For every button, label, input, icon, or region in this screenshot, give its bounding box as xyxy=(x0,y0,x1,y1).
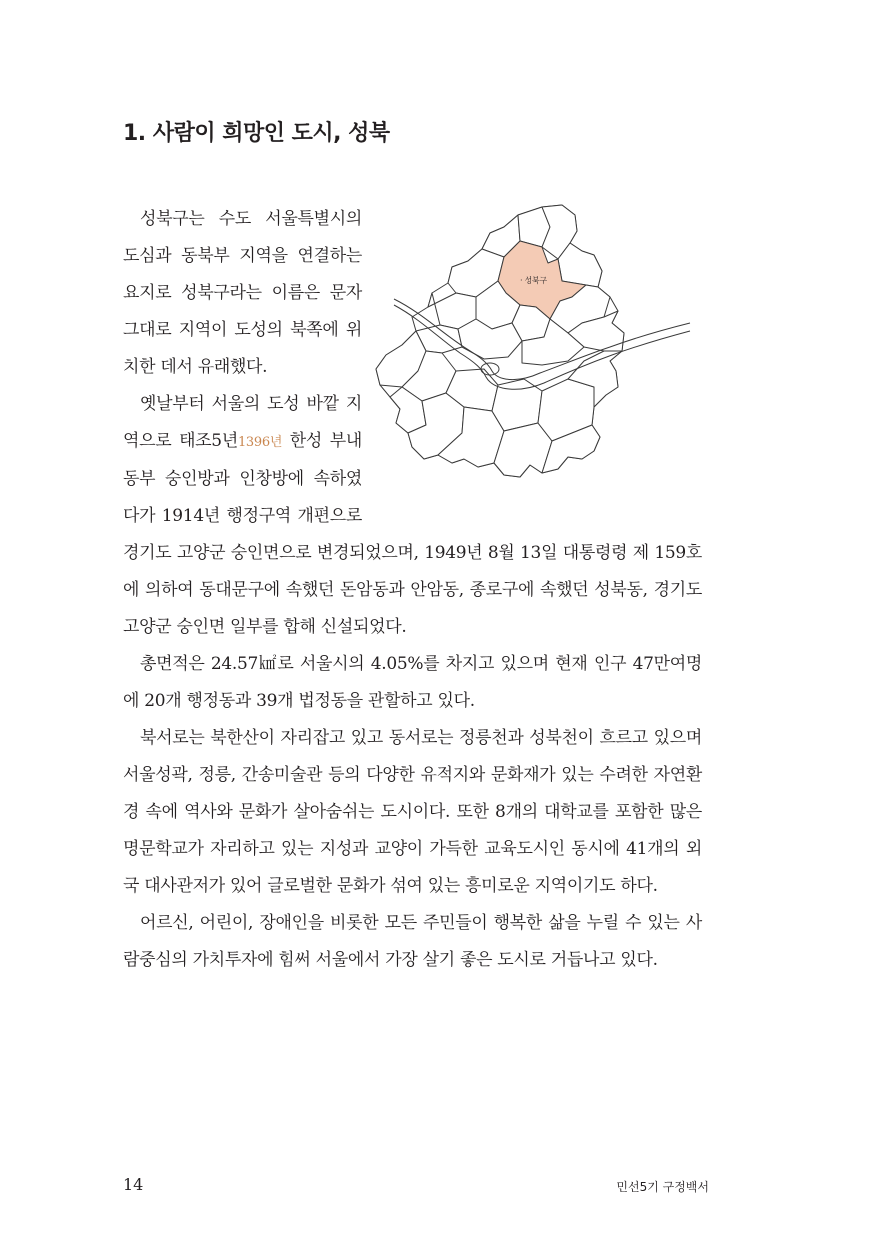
seoul-map-svg xyxy=(372,201,702,501)
page-number: 14 xyxy=(123,1175,144,1194)
map-highlight-label: · 성북구 xyxy=(520,276,547,285)
year-note: 1396년 xyxy=(237,435,283,450)
paragraph-history-text-2: 한성 부내 동부 숭인방과 인창방에 속하였다가 1914년 행정구역 개편으로 경기도 고양군 숭인면으로 변경되었으며, 1949년 8월 13일 대통령령 제 159호에 의하여 동대문구에 속했던 돈암동과 안암동, 종로구에 속했던 성북동, 경기도 고양군 숭인면 일부를 합해 신설되었다. xyxy=(123,431,702,637)
paragraph-culture xyxy=(123,720,702,905)
section-title: 1. 사람이 희망인 도시, 성북 xyxy=(123,121,390,146)
paragraph-culture-text: 북서로는 북한산이 자리잡고 있고 동서로는 정릉천과 성북천이 흐르고 있으며 서울성곽, 정릉, 간송미술관 등의 다양한 유적지와 문화재가 있는 수려한 자연환경 속에 역사와 문화가 살아숨쉬는 도시이다. 또한 8개의 대학교를 포함한 많은 명문학교가 자리하고 있는 지성과 교양이 가득한 교육도시인 동시에 41개의 외국 대사관저가 있어 글로벌한 문화가 섞여 있는 흥미로운 지역이기도 하다. xyxy=(123,728,702,896)
book-title: 민선5기 구정백서 xyxy=(616,1180,709,1194)
paragraph-vision xyxy=(123,905,702,979)
seoul-district-map xyxy=(372,201,702,501)
paragraph-vision-text: 어르신, 어린이, 장애인을 비롯한 모든 주민들이 행복한 삶을 누릴 수 있는 사람중심의 가치투자에 힘써 서울에서 가장 살기 좋은 도시로 거듭나고 있다. xyxy=(123,913,702,970)
paragraph-area-text: 총면적은 24.57㎢로 서울시의 4.05%를 차지고 있으며 현재 인구 47만여명에 20개 행정동과 39개 법정동을 관할하고 있다. xyxy=(123,654,702,711)
paragraph-origin-text: 성북구는 수도 서울특별시의 도심과 동북부 지역을 연결하는 요지로 성북구라는 이름은 문자 그대로 지역이 도성의 북쪽에 위치한 데서 유래했다. xyxy=(123,209,362,377)
district-northeast xyxy=(558,243,602,287)
paragraph-area xyxy=(123,646,702,720)
body-text xyxy=(123,201,702,979)
paragraph-history-text-1: 옛날부터 서울의 도성 바깥 지역으로 태조5년 xyxy=(123,394,362,451)
